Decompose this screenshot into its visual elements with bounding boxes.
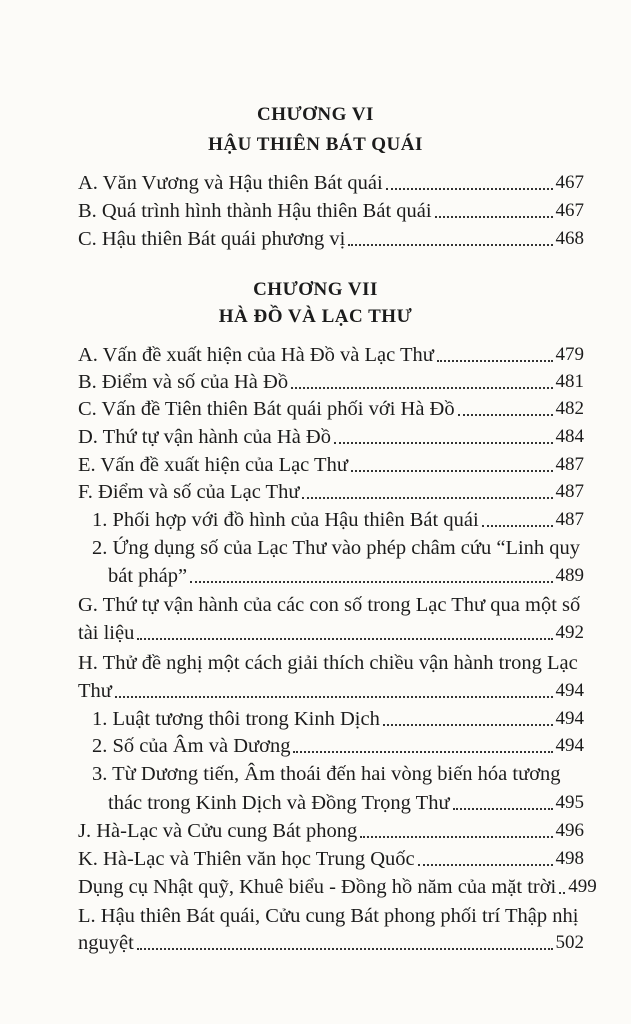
toc-entry[interactable]	[78, 818, 584, 844]
toc-entry-page: 487	[555, 509, 584, 530]
toc-entry-text: thác trong Kinh Dịch và Đồng Trọng Thư	[108, 792, 450, 814]
leader-dots	[137, 947, 553, 950]
leader-dots	[348, 243, 552, 246]
toc-entry-text: C. Vấn đề Tiên thiên Bát quái phối với Hà Đồ	[78, 398, 455, 420]
toc-entry[interactable]	[78, 198, 584, 224]
toc-entry[interactable]	[78, 930, 584, 956]
chapter-7-number: CHƯƠNG VII	[253, 279, 378, 300]
toc-subentry[interactable]	[108, 563, 584, 589]
toc-entry-text: B. Điểm và số của Hà Đồ	[78, 371, 289, 393]
toc-entry-line1[interactable]: G. Thứ tự vận hành của các con số trong Lạc Thư qua một số	[78, 594, 581, 616]
toc-entry-page: 467	[555, 200, 584, 221]
toc-entry-text: D. Thứ tự vận hành của Hà Đồ	[78, 426, 331, 448]
leader-dots	[418, 863, 553, 866]
toc-entry-page: 495	[555, 792, 584, 813]
leader-dots	[559, 891, 565, 894]
toc-entry-page: 481	[555, 371, 584, 392]
toc-entry-page: 468	[555, 228, 584, 249]
toc-entry-page: 499	[568, 876, 597, 897]
toc-entry-text: J. Hà-Lạc và Cửu cung Bát phong	[78, 820, 358, 842]
leader-dots	[453, 807, 553, 810]
toc-entry-text: A. Văn Vương và Hậu thiên Bát quái	[78, 172, 383, 194]
chapter-7-title: HÀ ĐỒ VÀ LẠC THƯ	[218, 306, 413, 327]
toc-entry-text: 1. Luật tương thôi trong Kinh Dịch	[92, 708, 380, 730]
chapter-6-title: HẬU THIÊN BÁT QUÁI	[208, 134, 423, 155]
toc-entry-text: tài liệu	[78, 622, 135, 644]
leader-dots	[302, 496, 552, 499]
toc-entry[interactable]	[78, 678, 584, 704]
toc-entry[interactable]	[78, 226, 584, 252]
toc-entry-page: 494	[555, 708, 584, 729]
toc-entry-page: 494	[555, 680, 584, 701]
leader-dots	[482, 524, 553, 527]
toc-entry-page: 487	[555, 454, 584, 475]
toc-entry-page: 496	[555, 820, 584, 841]
toc-entry-page: 482	[555, 398, 584, 419]
toc-entry[interactable]	[78, 479, 584, 505]
toc-entry[interactable]	[78, 170, 584, 196]
toc-entry[interactable]	[78, 452, 584, 478]
toc-entry-text: K. Hà-Lạc và Thiên văn học Trung Quốc	[78, 848, 415, 870]
toc-entry-page: 494	[555, 735, 584, 756]
leader-dots	[383, 723, 553, 726]
toc-entry-line1[interactable]: L. Hậu thiên Bát quái, Cửu cung Bát phong phối trí Thập nhị	[78, 905, 579, 927]
toc-entry-text: F. Điểm và số của Lạc Thư	[78, 481, 300, 503]
toc-entry-page: 498	[555, 848, 584, 869]
toc-entry-page: 479	[555, 344, 584, 365]
leader-dots	[190, 580, 552, 583]
toc-subentry-line1[interactable]: 2. Ứng dụng số của Lạc Thư vào phép châm cứu “Linh quy	[92, 537, 581, 559]
leader-dots	[351, 469, 553, 472]
leader-dots	[137, 637, 552, 640]
toc-entry-page: 484	[555, 426, 584, 447]
toc-subentry[interactable]	[92, 507, 584, 533]
leader-dots	[386, 187, 553, 190]
toc-entry[interactable]	[78, 396, 584, 422]
toc-entry-text: C. Hậu thiên Bát quái phương vị	[78, 228, 346, 250]
toc-entry-line1[interactable]: H. Thử đề nghị một cách giải thích chiều vận hành trong Lạc	[78, 652, 578, 674]
toc-entry-text: nguyệt	[78, 932, 134, 954]
leader-dots	[293, 750, 552, 753]
leader-dots	[458, 413, 553, 416]
toc-subentry[interactable]	[108, 790, 584, 816]
leader-dots	[360, 835, 552, 838]
toc-entry-page: 492	[555, 622, 584, 643]
leader-dots	[334, 441, 553, 444]
toc-entry-text: A. Vấn đề xuất hiện của Hà Đồ và Lạc Thư	[78, 344, 434, 366]
toc-entry[interactable]	[78, 874, 597, 900]
chapter-6-number: CHƯƠNG VI	[257, 104, 374, 125]
toc-entry-text: B. Quá trình hình thành Hậu thiên Bát quái	[78, 200, 432, 222]
toc-entry[interactable]	[78, 846, 584, 872]
toc-entry-page: 467	[555, 172, 584, 193]
toc-subentry[interactable]	[92, 706, 584, 732]
toc-entry-page: 487	[555, 481, 584, 502]
toc-entry[interactable]	[78, 342, 584, 368]
leader-dots	[115, 695, 553, 698]
toc-entry-text: Thư	[78, 680, 112, 702]
toc-subentry-line1[interactable]: 3. Từ Dương tiến, Âm thoái đến hai vòng biến hóa tương	[92, 763, 561, 785]
toc-entry-page: 502	[555, 932, 584, 953]
toc-entry-text: bát pháp”	[108, 565, 188, 587]
leader-dots	[437, 359, 553, 362]
toc-entry-text: 2. Số của Âm và Dương	[92, 735, 291, 757]
toc-subentry[interactable]	[92, 733, 584, 759]
toc-entry[interactable]	[78, 424, 584, 450]
toc-entry-text: E. Vấn đề xuất hiện của Lạc Thư	[78, 454, 348, 476]
toc-entry-text: Dụng cụ Nhật quỹ, Khuê biểu - Đồng hồ năm của mặt trời	[78, 876, 557, 898]
leader-dots	[291, 386, 552, 389]
toc-entry-text: 1. Phối hợp với đồ hình của Hậu thiên Bát quái	[92, 509, 479, 531]
toc-entry[interactable]	[78, 620, 584, 646]
leader-dots	[435, 215, 553, 218]
toc-entry[interactable]	[78, 369, 584, 395]
toc-entry-page: 489	[555, 565, 584, 586]
